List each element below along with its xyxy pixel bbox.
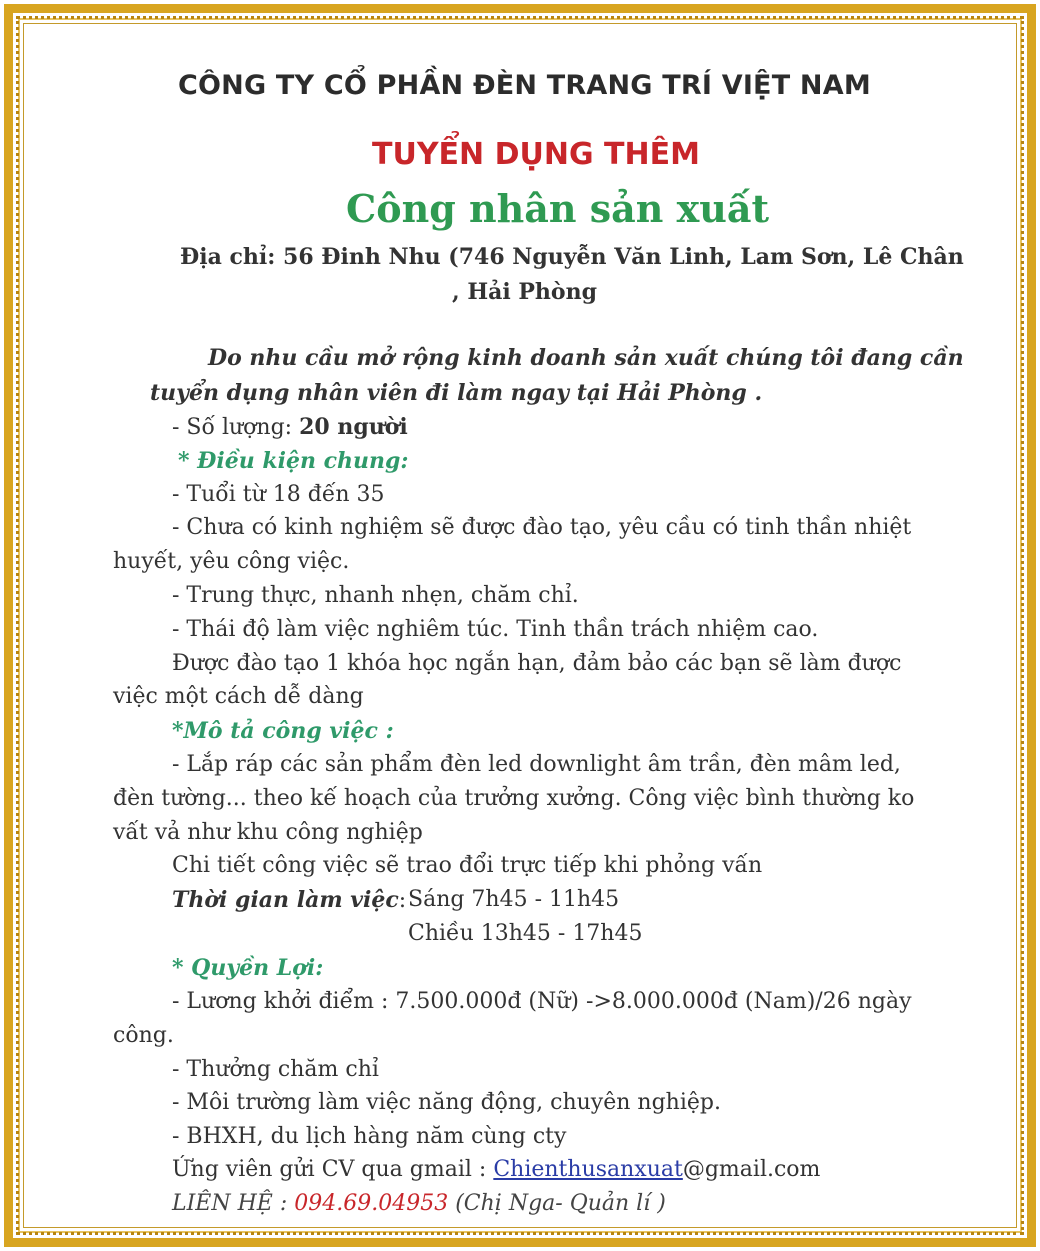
address-line-1: Địa chỉ: 56 Đinh Nhu (746 Nguyễn Văn Linh, Lam Sơn, Lê Chân <box>180 244 964 270</box>
benefit-insurance: - BHXH, du lịch hàng năm cùng cty <box>172 1124 567 1149</box>
worktime-colon: : <box>398 888 407 913</box>
condition-experience-2: huyết, yêu công việc. <box>113 549 350 574</box>
training-line-1: Được đào tạo 1 khóa học ngắn hạn, đảm bảo các bạn sẽ làm được <box>172 651 902 676</box>
contact-name: (Chị Nga- Quản lí ) <box>448 1191 666 1216</box>
apply-text: Ứng viên gửi CV qua gmail : <box>172 1157 494 1182</box>
conditions-heading: * Điều kiện chung: <box>178 448 409 474</box>
benefits-heading: * Quyền Lợi: <box>172 955 324 981</box>
email-link-user[interactable]: Chienthusanxuat <box>493 1157 683 1182</box>
quantity-line <box>172 412 408 443</box>
contact-phone[interactable]: 094.69.04953 <box>294 1191 449 1216</box>
intro-line-1: Do nhu cầu mở rộng kinh doanh sản xuất chúng tôi đang cần <box>208 345 964 371</box>
worktime-morning: Sáng 7h45 - 11h45 <box>408 887 620 912</box>
worktime-line <box>172 885 406 916</box>
position-title: Công nhân sản xuất <box>346 186 770 231</box>
benefit-bonus: - Thưởng chăm chỉ <box>172 1057 379 1082</box>
condition-honesty: - Trung thực, nhanh nhẹn, chăm chỉ. <box>172 583 579 608</box>
hiring-title: TUYỂN DỤNG THÊM <box>372 137 700 172</box>
apply-line <box>172 1155 820 1185</box>
training-line-2: việc một cách dễ dàng <box>113 684 364 709</box>
quantity-value: 20 người <box>299 414 408 440</box>
job-description-line-3: vất vả như khu công nghiệp <box>113 820 423 845</box>
job-detail-note: Chi tiết công việc sẽ trao đổi trực tiếp khi phỏng vấn <box>172 853 763 878</box>
benefit-salary-2: công. <box>113 1023 174 1048</box>
intro-line-2: tuyển dụng nhân viên đi làm ngay tại Hải Phòng . <box>150 380 763 406</box>
job-description-heading: *Mô tả công việc : <box>172 718 394 744</box>
company-name: CÔNG TY CỔ PHẦN ĐÈN TRANG TRÍ VIỆT NAM <box>178 70 871 101</box>
email-link-domain[interactable]: @gmail.com <box>682 1157 821 1182</box>
quantity-label: - Số lượng: <box>172 415 300 440</box>
benefit-salary-1: - Lương khởi điểm : 7.500.000đ (Nữ) ->8.000.000đ (Nam)/26 ngày <box>172 989 912 1014</box>
condition-experience-1: - Chưa có kinh nghiệm sẽ được đào tạo, yêu cầu có tinh thần nhiệt <box>172 515 912 540</box>
job-description-line-2: đèn tường... theo kế hoạch của trưởng xưởng. Công việc bình thường ko <box>113 786 915 811</box>
address-line-2: , Hải Phòng <box>452 279 597 305</box>
job-description-line-1: - Lắp ráp các sản phẩm đèn led downlight âm trần, đèn mâm led, <box>172 752 901 777</box>
condition-attitude: - Thái độ làm việc nghiêm túc. Tinh thần trách nhiệm cao. <box>172 617 819 642</box>
benefit-environment: - Môi trường làm việc năng động, chuyên nghiệp. <box>172 1090 721 1115</box>
worktime-label: Thời gian làm việc <box>172 887 399 913</box>
worktime-afternoon: Chiều 13h45 - 17h45 <box>408 921 643 946</box>
condition-age: - Tuổi từ 18 đến 35 <box>172 482 385 507</box>
contact-line <box>172 1189 666 1219</box>
contact-label: LIÊN HỆ : <box>172 1191 295 1216</box>
